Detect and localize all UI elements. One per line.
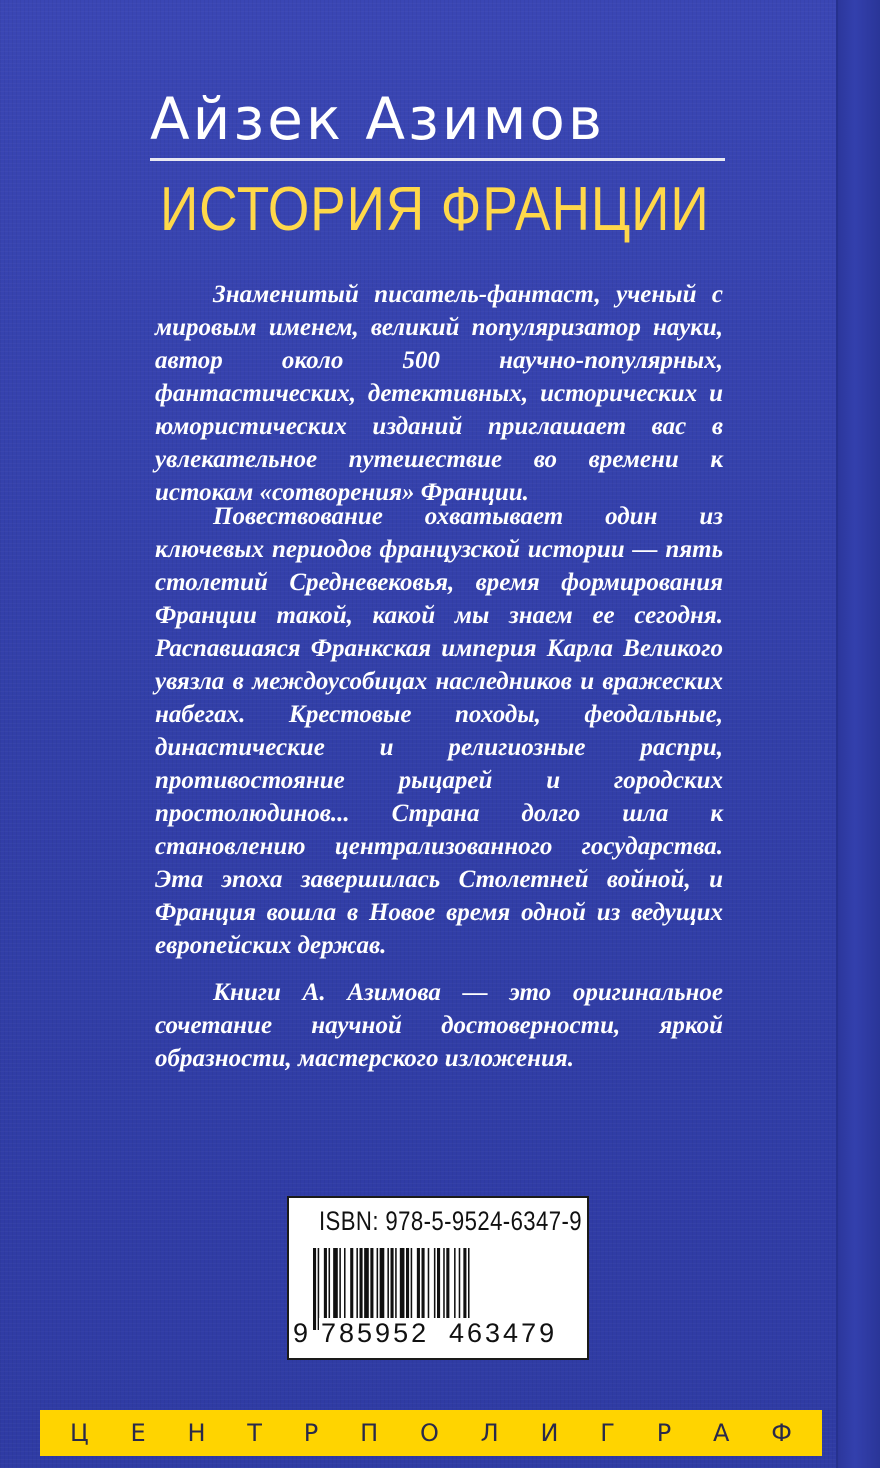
- publisher-letter: Р: [656, 1419, 672, 1447]
- publisher-letter: Л: [480, 1419, 499, 1447]
- barcode-bar: [437, 1248, 440, 1318]
- barcode-digits-left: 785952: [321, 1318, 430, 1348]
- barcode-bar: [400, 1248, 405, 1318]
- publisher-letter: Ф: [771, 1419, 792, 1447]
- barcode-bar: [454, 1248, 456, 1318]
- publisher-letter: Н: [187, 1419, 206, 1447]
- barcode-bar: [370, 1248, 373, 1318]
- publisher-letter: Ц: [70, 1419, 89, 1447]
- barcode-digits-right: 463479: [449, 1318, 558, 1348]
- publisher-letter: П: [360, 1419, 379, 1447]
- isbn-label: ISBN: 978-5-9524-6347-9: [319, 1206, 582, 1236]
- barcode-bar: [356, 1248, 358, 1318]
- barcode-bar: [344, 1248, 346, 1318]
- author-name: Айзек Азимов: [150, 85, 605, 153]
- title-divider: [150, 158, 725, 161]
- barcode-bar: [339, 1248, 341, 1318]
- barcode-bar: [463, 1248, 466, 1318]
- book-title: ИСТОРИЯ ФРАНЦИИ: [160, 175, 710, 244]
- publisher-letter: Г: [600, 1419, 615, 1447]
- barcode-bar: [324, 1248, 327, 1318]
- publisher-letter: А: [713, 1419, 730, 1447]
- publisher-letter: Е: [130, 1419, 146, 1447]
- barcode-digit-lead: 9: [293, 1318, 312, 1348]
- barcode-bar: [434, 1248, 436, 1318]
- barcode-bar: [360, 1248, 363, 1318]
- barcode-bar: [422, 1248, 425, 1318]
- publisher-letter: Т: [247, 1419, 262, 1447]
- barcode-bar: [411, 1248, 413, 1318]
- barcode-bar: [428, 1248, 430, 1318]
- barcode-bar: [459, 1248, 461, 1318]
- barcode-bar: [329, 1248, 331, 1318]
- publisher-letter: И: [540, 1419, 559, 1447]
- barcode-bar: [333, 1248, 338, 1318]
- cover-spine-edge: [836, 0, 880, 1468]
- publisher-letter: Р: [303, 1419, 319, 1447]
- blurb-paragraph-1: Знаменитый писатель-фантаст, ученый с мировым именем, великий популяризатор науки, автор около 500 научно-популярных, фантастических, детективных, исторических и юмористических изданий приглашает вас в увлекательное путешествие во времени к истокам «сотворения» Франции.: [155, 281, 723, 506]
- barcode-bar: [380, 1248, 385, 1318]
- blurb-paragraph-2: Повествование охватывает один из ключевых периодов французской истории — пять столетий Средневековья, время формирования Франции такой, какой мы знаем ее сегодня. Распавшаяся Франкская империя Карла Великого увязла в междоусобицах наследников и вражеских набегах. Крестовые походы, феодальные, династические и религиозные распри, противостояние рыцарей и городских простолюдинов... Страна долго шла к становлению централизованного государства. Эта эпоха завершилась Столетней войной, и Франция вошла в Новое время одной из ведущих европейских держав.: [155, 503, 723, 959]
- barcode-bar: [377, 1248, 379, 1318]
- barcode-digits: [293, 1318, 589, 1354]
- blurb-paragraph-3: Книги А. Азимова — это оригинальное сочетание научной достоверности, яркой образности, мастерского изложения.: [155, 979, 723, 1072]
- barcode-bar: [406, 1248, 409, 1318]
- barcode-bar: [446, 1248, 449, 1318]
- publisher-letter: О: [419, 1419, 439, 1447]
- barcode-bar: [364, 1248, 369, 1318]
- barcode-bar: [350, 1248, 353, 1318]
- barcode-bar: [387, 1248, 389, 1318]
- barcode-bar: [443, 1248, 445, 1318]
- isbn-barcode: [287, 1196, 589, 1360]
- barcode-bar: [417, 1248, 420, 1318]
- publisher-name-strip: [40, 1410, 822, 1456]
